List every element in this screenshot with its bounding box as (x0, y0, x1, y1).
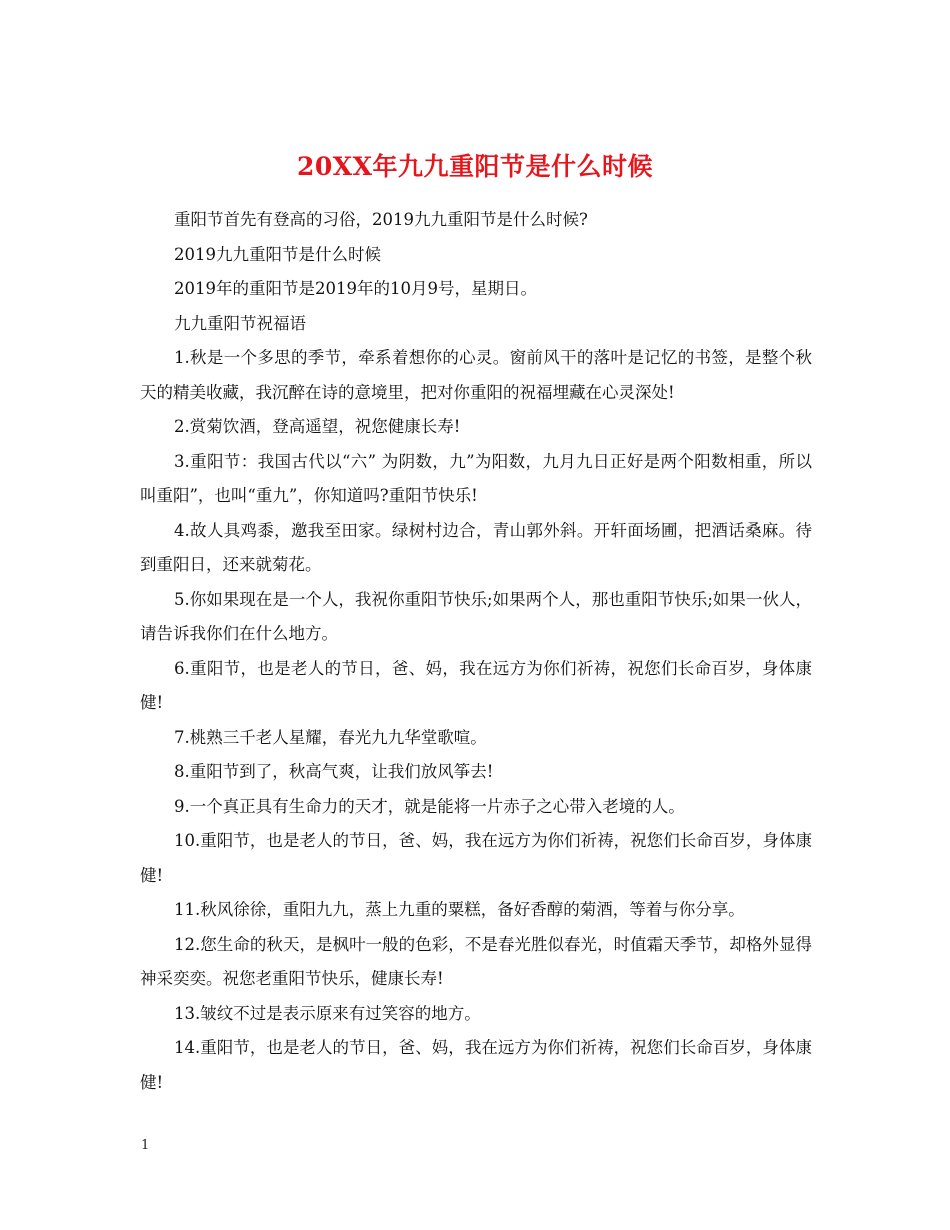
page-number: 1 (141, 1138, 150, 1153)
list-item: 2.赏菊饮酒，登高遥望，祝您健康长寿! (174, 417, 461, 436)
list-item: 1.秋是一个多思的季节，牵系着想你的心灵。窗前风干的落叶是记忆的书签，是整个秋天的精美收藏，我沉醉在诗的意境里，把对你重阳的祝福埋藏在心灵深处! (140, 348, 812, 402)
paragraph-date: 2019年的重阳节是2019年的10月9号，星期日。 (174, 279, 537, 298)
list-item: 7.桃熟三千老人星耀，春光九九华堂歌喧。 (174, 727, 487, 747)
paragraph-subheading: 2019九九重阳节是什么时候 (174, 244, 381, 264)
document-title: 20XX年九九重阳节是什么时候 (296, 151, 654, 181)
document-body (140, 203, 812, 1100)
list-item: 14.重阳节，也是老人的节日，爸、妈，我在远方为你们祈祷，祝您们长命百岁，身体康健! (140, 1038, 812, 1092)
list-item: 3.重阳节：我国古代以“六” 为阴数，九”为阳数，九月九日正好是两个阳数相重，所以叫重阳”，也叫“重九”，你知道吗?重阳节快乐! (140, 451, 812, 505)
paragraph-section-heading: 九九重阳节祝福语 (174, 313, 306, 333)
list-item: 5.你如果现在是一个人，我祝你重阳节快乐;如果两个人，那也重阳节快乐;如果一伙人，请告诉我你们在什么地方。 (140, 589, 812, 643)
list-item: 11.秋风徐徐，重阳九九，蒸上九重的粟糕，备好香醇的菊酒，等着与你分享。 (174, 900, 745, 919)
list-item: 4.故人具鸡黍，邀我至田家。绿树村边合，青山郭外斜。开轩面场圃，把酒话桑麻。待到重阳日，还来就菊花。 (140, 520, 812, 574)
list-item: 9.一个真正具有生命力的天才，就是能将一片赤子之心带入老境的人。 (174, 796, 685, 816)
paragraph-intro: 重阳节首先有登高的习俗，2019九九重阳节是什么时候? (174, 210, 588, 229)
list-item: 6.重阳节，也是老人的节日，爸、妈，我在远方为你们祈祷，祝您们长命百岁，身体康健! (140, 658, 812, 712)
list-item: 12.您生命的秋天，是枫叶一般的色彩，不是春光胜似春光，时值霜天季节，却格外显得神采奕奕。祝您老重阳节快乐，健康长寿! (140, 934, 812, 988)
list-item: 10.重阳节，也是老人的节日，爸、妈，我在远方为你们祈祷，祝您们长命百岁，身体康健! (140, 831, 812, 885)
list-item: 8.重阳节到了，秋高气爽，让我们放风筝去! (174, 762, 494, 781)
list-item: 13.皱纹不过是表示原来有过笑容的地方。 (174, 1003, 481, 1023)
